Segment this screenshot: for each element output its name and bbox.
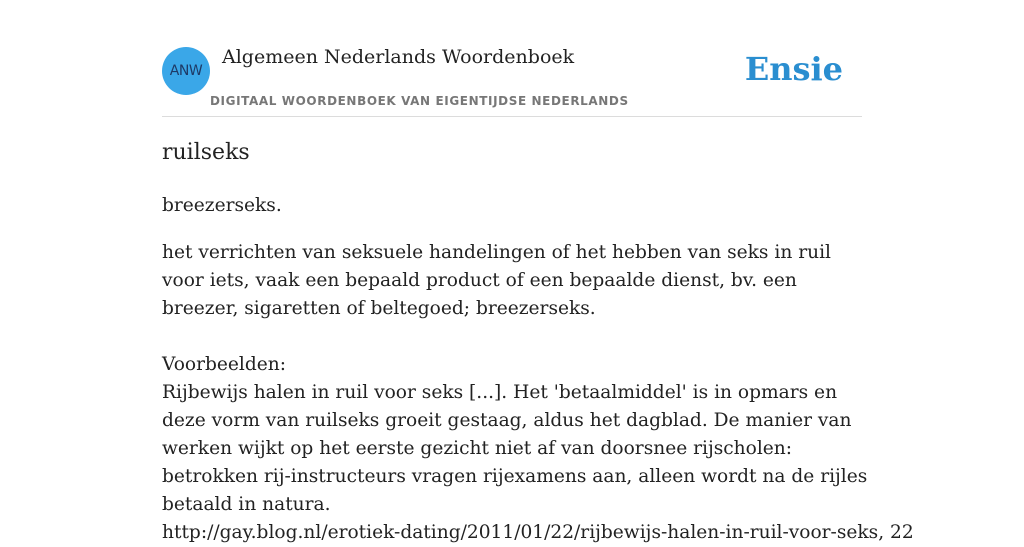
- entry-definition: het verrichten van seksuele handelingen of het hebben van seks in ruil voor iets, vaak een bepaald product of een bepaalde dienst, bv. een breezer, sigaretten of beltegoed; breezerseks.: [162, 242, 831, 319]
- source-subtitle: DIGITAAL WOORDENBOEK VAN EIGENTIJDSE NEDERLANDS: [210, 94, 629, 108]
- ensie-logo[interactable]: Ensie: [744, 50, 843, 88]
- example-text: Rijbewijs halen in ruil voor seks [...]. Het 'betaalmiddel' is in opmars en deze vorm van ruilseks groeit gestaag, aldus het dagblad. De manier van werken wijkt op het eerste gezicht niet af van doorsnee rijscholen: betrokken rij-instructeurs vragen rijexamens aan, alleen wordt na de rijles betaald in natura.: [162, 382, 868, 515]
- example-source-link[interactable]: http://gay.blog.nl/erotiek-dating/2011/01/22/rijbewijs-halen-in-ruil-voor-seks, 22: [162, 522, 914, 543]
- entry-content: [162, 192, 914, 547]
- entry-headword: ruilseks: [162, 140, 250, 165]
- site-header: [162, 40, 862, 117]
- anw-logo[interactable]: ANW: [162, 47, 210, 95]
- examples-section: [162, 351, 914, 547]
- entry-synonym: breezerseks.: [162, 195, 282, 216]
- source-title[interactable]: Algemeen Nederlands Woordenboek: [222, 46, 575, 68]
- examples-label: Voorbeelden:: [162, 354, 287, 375]
